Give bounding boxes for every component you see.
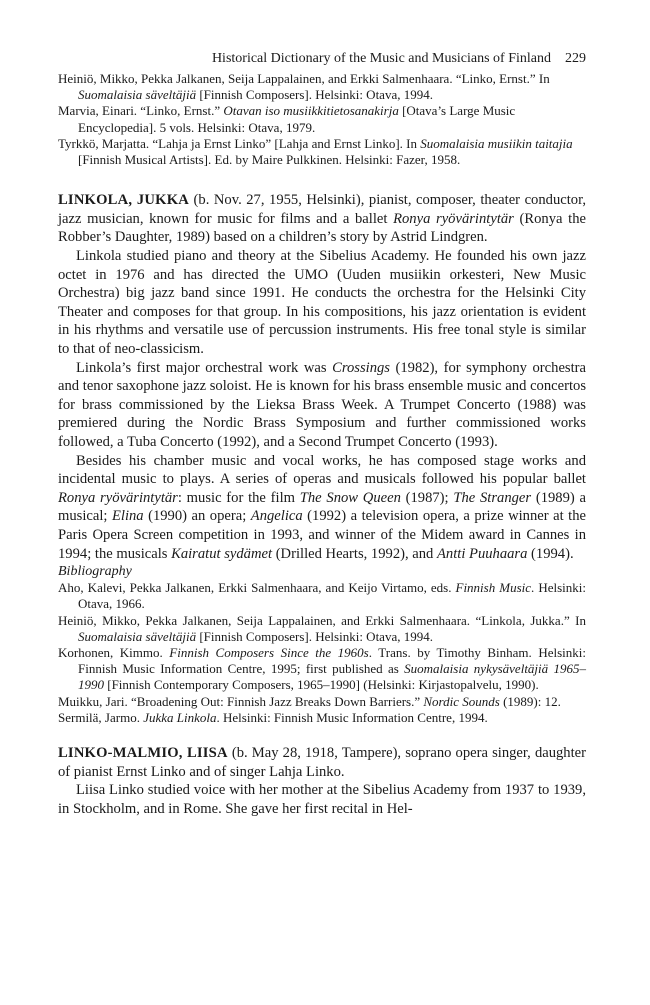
document-page [58, 50, 586, 818]
bibliography-entry: Heiniö, Mikko, Pekka Jalkanen, Seija Lappalainen, and Erkki Salmenhaara. “Linkola, Jukka.” In Suomalaisia säveltäjiä [Finnish Composers]. Helsinki: Otava, 1994. [58, 612, 586, 644]
entry-paragraph: Linkola studied piano and theory at the Sibelius Academy. He founded his own jazz octet in 1976 and has directed the UMO (Uuden musiikin orkesteri, New Music Orchestra) big jazz band since 1991. He conducts the orchestra for the Helsinki City Theater and composes for that group. In his compositions, his jazz orientation is evident in his rhythms and versatile use of percussion instruments. His free tonal style is similar to that of neo-classicism. [58, 248, 586, 357]
entry-paragraph: Besides his chamber music and vocal works, he has composed stage works and incidental music to plays. A series of operas and musicals followed his popular ballet Ronya ryövärintytär: music for the film The Snow Queen (1987); The Stranger (1989) a musical; Elina (1990) an opera; Angelica (1992) a television opera, a prize winner at the Paris Opera Screen competition in 1993, and winner of the Midem award in Cannes in 1994; the musicals Kairatut sydämet (Drilled Hearts, 1992), and Antti Puuhaara (1994). [58, 452, 586, 562]
bibliography-entry: Heiniö, Mikko, Pekka Jalkanen, Seija Lappalainen, and Erkki Salmenhaara. “Linko, Ernst.” In Suomalaisia säveltäjiä [Finnish Composers]. Helsinki: Otava, 1994. [58, 71, 550, 103]
entry-paragraph: Linkola’s first major orchestral work was Crossings (1982), for symphony orchestra and tenor saxophone jazz soloist. He is known for his brass ensemble music and concertos for brass commissioned by the Lieksa Brass Week. A Trumpet Concerto (1988) was premiered during the Nordic Brass Symposium and further commissioned works followed, a Tuba Concerto (1992), and a Second Trumpet Concerto (1993). [58, 359, 586, 450]
bibliography-entry: Sermilä, Jarmo. Jukka Linkola. Helsinki: Finnish Music Information Centre, 1994. [58, 709, 488, 725]
bibliography-entry: Marvia, Einari. “Linko, Ernst.” Otavan iso musiikkitietosanakirja [Otava’s Large Music Encyclopedia]. 5 vols. Helsinki: Otava, 1979. [58, 103, 516, 135]
entry-intro: LINKO-MALMIO, LIISA (b. May 28, 1918, Tampere), soprano opera singer, daughter of pianist Ernst Linko and of singer Lahja Linko. [58, 744, 586, 780]
entry-headword: LINKO-MALMIO, LIISA [58, 744, 228, 761]
bibliography-entry: Korhonen, Kimmo. Finnish Composers Since the 1960s. Trans. by Timothy Binham. Helsinki: Finnish Music Information Centre, 1995; first published as Suomalaisia nykysäveltäjiä 1965–1990 [Finnish Contemporary Composers, 1965–1990] (Helsinki: Kirjastopalvelu, 1990). [58, 644, 586, 693]
entry-intro: LINKOLA, JUKKA (b. Nov. 27, 1955, Helsinki), pianist, composer, theater conductor, jazz musician, known for music for films and a ballet Ronya ryövärintytär (Ronya the Robber’s Daughter, 1989) based on a children’s story by Astrid Lindgren. [58, 192, 586, 246]
bibliography-entry: Aho, Kalevi, Pekka Jalkanen, Erkki Salmenhaara, and Keijo Virtamo, eds. Finnish Music. Helsinki: Otava, 1966. [58, 580, 587, 612]
entry-bibliography [58, 580, 586, 726]
bibliography-heading: Bibliography [58, 564, 132, 580]
running-title: Historical Dictionary of the Music and Musicians of Finland [211, 51, 551, 66]
entry-linkola-jukka [58, 191, 586, 726]
page-number: 229 [565, 51, 586, 66]
top-bibliography [58, 71, 586, 168]
running-head [58, 50, 586, 68]
entry-linko-malmio-liisa [58, 744, 586, 818]
bibliography-entry: Muikku, Jari. “Broadening Out: Finnish Jazz Breaks Down Barriers.” Nordic Sounds (1989): 12. [58, 693, 561, 709]
entry-headword: LINKOLA, JUKKA [58, 192, 189, 209]
bibliography-entry: Tyrkkö, Marjatta. “Lahja ja Ernst Linko” [Lahja and Ernst Linko]. In Suomalaisia musiikin taitajia [Finnish Musical Artists]. Ed. by Maire Pulkkinen. Helsinki: Fazer, 1958. [58, 135, 573, 168]
entry-paragraph: Liisa Linko studied voice with her mother at the Sibelius Academy from 1937 to 1939, in Stockholm, and in Rome. She gave her first recital in Hel- [58, 782, 586, 817]
